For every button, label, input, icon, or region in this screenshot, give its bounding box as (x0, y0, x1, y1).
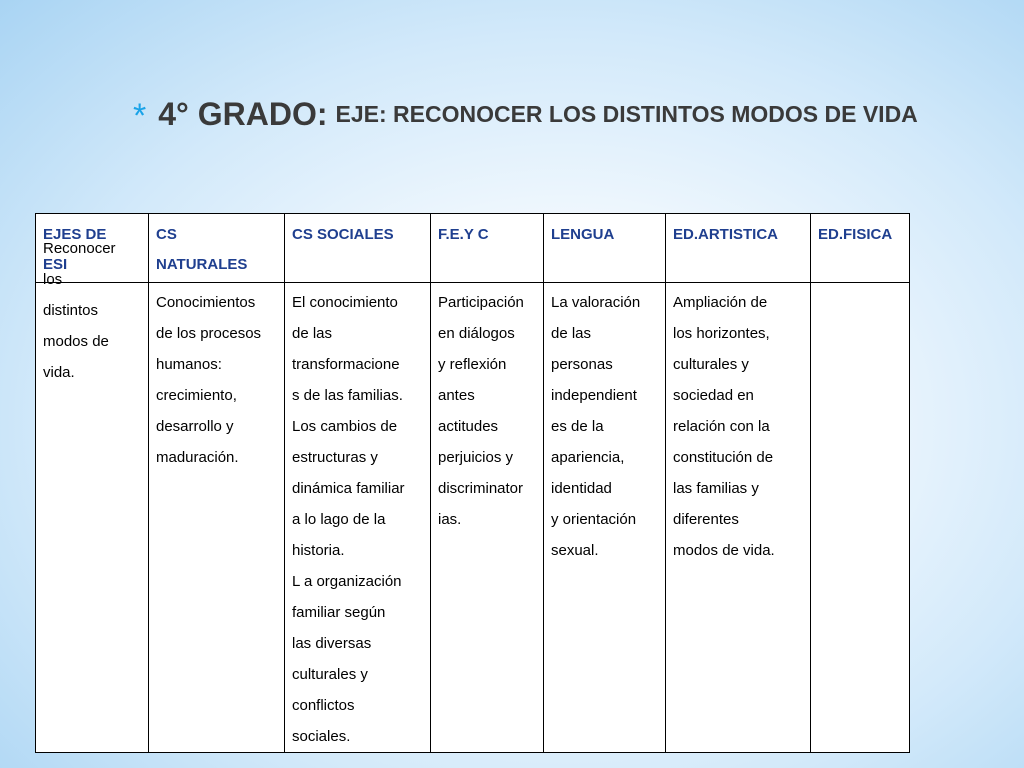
header-lengua: LENGUA (544, 214, 666, 283)
header-ed-artistica: ED.ARTISTICA (666, 214, 811, 283)
curriculum-table (35, 213, 910, 753)
cell-ed-artistica: Ampliación de los horizontes, culturales y sociedad en relación con la constitución de las familias y diferentes modos de vida. (666, 283, 811, 753)
slide-title (133, 92, 1013, 136)
cell-feyc: Participación en diálogos y reflexión antes actitudes perjuicios y discriminator ias. (431, 283, 544, 753)
header-ejes-esi: EJES DE ESI (36, 214, 149, 283)
title-grade: 4° GRADO: (158, 95, 328, 132)
table-row (36, 283, 910, 753)
header-cs-naturales: CS NATURALES (149, 214, 285, 283)
title-axis: EJE: RECONOCER LOS DISTINTOS MODOS DE VIDA (335, 100, 918, 127)
cell-cs-naturales: Conocimientos de los procesos humanos: crecimiento, desarrollo y maduración. (149, 283, 285, 753)
cell-cs-sociales: El conocimiento de las transformacione s de las familias. Los cambios de estructuras y dinámica familiar a lo lago de la historia. L a organización familiar según las diversas culturales y conflictos sociales. (285, 283, 431, 753)
header-ed-fisica: ED.FISICA (811, 214, 910, 283)
cell-ed-fisica (811, 283, 910, 753)
header-feyc: F.E.Y C (431, 214, 544, 283)
header-row (36, 214, 910, 283)
title-bullet: * (133, 97, 147, 135)
axis-text: Reconocer los distintos modos de vida. (43, 240, 116, 381)
header-cs-sociales: CS SOCIALES (285, 214, 431, 283)
cell-lengua: La valoración de las personas independient es de la apariencia, identidad y orientación sexual. (544, 283, 666, 753)
